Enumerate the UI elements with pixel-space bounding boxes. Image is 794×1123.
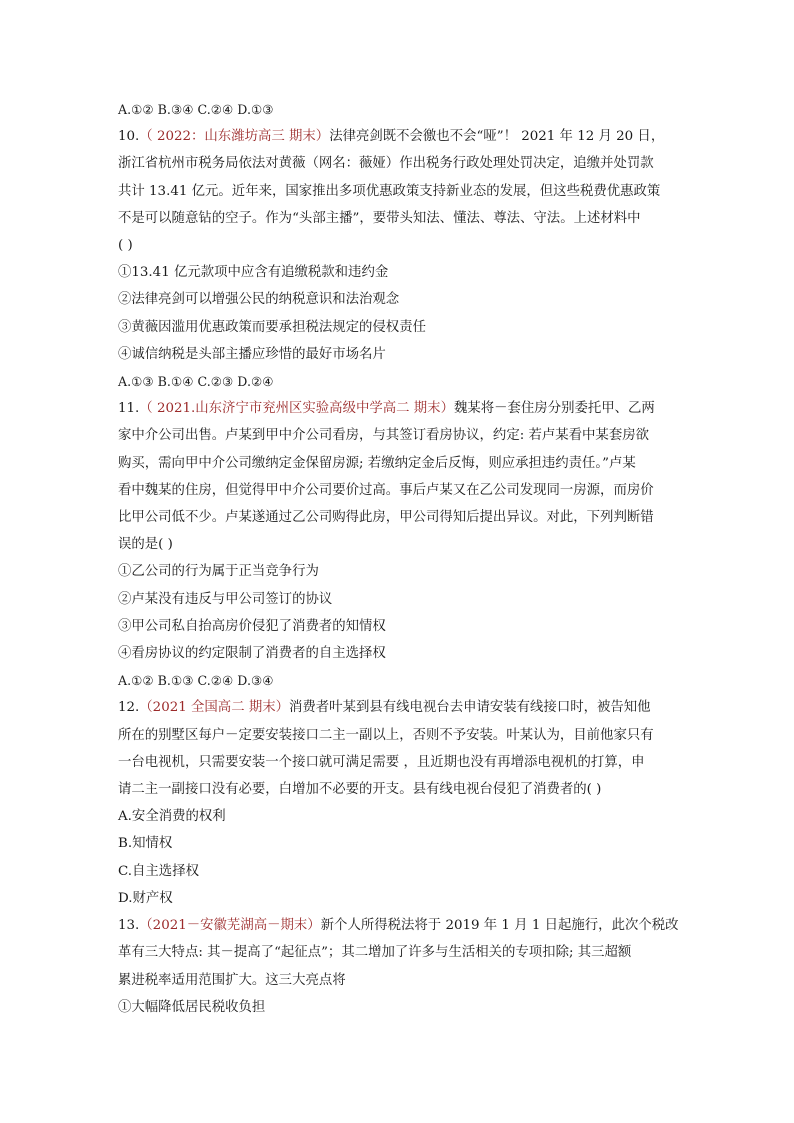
text-line: 革有三大特点: 其－提高了“起征点”；其二增加了许多与生活相关的专项扣除; 其三超额	[118, 945, 632, 961]
text-line: ②法律亮剑可以增强公民的纳税意识和法治观念	[118, 292, 400, 308]
question-text: 新个人所得税法将于 2019 年 1 月 1 日起施行，此次个税改	[320, 918, 679, 934]
answer-options-line: A.①② B.③④ C.②④ D.①③	[118, 102, 274, 117]
text-line: ( )	[118, 238, 133, 254]
question-number: 12.	[118, 700, 140, 716]
text-line: 误的是( )	[118, 537, 173, 553]
question-text: 魏某将－套住房分别委托甲、乙两	[453, 401, 655, 417]
text-line: A.安全消费的权利	[118, 809, 226, 825]
text-line: 比甲公司低不少。卢某遂通过乙公司购得此房，甲公司得知后提出异议。对此，下列判断错	[118, 510, 654, 526]
text-line: ④诚信纳税是头部主播应珍惜的最好市场名片	[118, 346, 386, 362]
question-line	[118, 912, 678, 939]
question-source: （ 2021.山东济宁市兖州区实验高级中学高二 期末）	[139, 401, 454, 417]
question-text: 消费者叶某到县有线电视台去申请安装有线接口时，被告知他	[289, 700, 651, 716]
question-number: 10.	[118, 129, 140, 145]
answer-options-line: A.①③ B.①④ C.②③ D.②④	[118, 374, 274, 390]
document-body	[118, 96, 678, 1021]
text-line: ③甲公司私自抬高房价侵犯了消费者的知情权	[118, 618, 386, 634]
text-line: 累进税率适用范围扩大。这三大亮点将	[118, 972, 346, 988]
text-line: D.财产权	[118, 890, 173, 906]
text-line: 看中魏某的住房，但觉得甲中介公司要价过高。事后卢某又在乙公司发现同一房源，而房价	[118, 482, 654, 498]
text-line: 家中介公司出售。卢某到甲中介公司看房，与其签订看房协议，约定: 若卢某看中某套房欲	[118, 428, 649, 444]
question-source: （2021 全国高二 期末）	[139, 700, 290, 716]
question-text: 法律亮剑既不会徼也不会“哑”！ 2021 年 12 月 20 日，	[329, 129, 665, 145]
question-number: 11.	[118, 401, 140, 417]
text-line: 不是可以随意钻的空子。作为“头部主播”，要带头知法、懂法、尊法、守法。上述材料中	[118, 210, 641, 226]
question-line	[118, 395, 678, 422]
question-line	[118, 123, 678, 150]
text-line: 请二主一副接口没有必要，白增加不必要的开支。县有线电视台侵犯了消费者的( )	[118, 782, 602, 798]
text-line: B.知情权	[118, 836, 173, 852]
text-line: ④看房协议的约定限制了消费者的自主选择权	[118, 646, 386, 662]
text-line: 一台电视机，只需要安装一个接口就可满足需要 ，且近期也没有再增添电视机的打算，申	[118, 754, 645, 770]
text-line: 浙江省杭州市税务局依法对黄薇（网名：薇娅）作出税务行政处理处罚决定，追缴并处罚款	[118, 156, 654, 172]
question-source: （ 2022：山东潍坊高三 期末）	[139, 129, 330, 145]
text-line: ②卢某没有违反与甲公司签订的协议	[118, 591, 333, 607]
text-line: C.自主选择权	[118, 863, 199, 879]
question-number: 13.	[118, 918, 140, 934]
text-line: 购买，需向甲中介公司缴纳定金保留房源; 若缴纳定金后反悔，则应承担违约责任。”卢某	[118, 455, 636, 471]
text-line: ③黄薇因滥用优惠政策而要承担税法规定的侵权责任	[118, 319, 426, 335]
question-source: （2021－安徽芜湖高－期末）	[139, 918, 321, 934]
text-line: 所在的别墅区每户－定要安装接口二主一副以上，否则不予安装。叶某认为，目前他家只有	[118, 727, 654, 743]
answer-options-line: A.①② B.①③ C.②④ D.③④	[118, 673, 274, 689]
text-line: ①大幅降低居民税收负担	[118, 999, 266, 1015]
text-line: ①乙公司的行为属于正当竞争行为	[118, 564, 319, 580]
text-line: ①13.41 亿元款项中应含有追缴税款和违约金	[118, 265, 389, 281]
question-line	[118, 694, 678, 721]
text-line: 共计 13.41 亿元。近年来，国家推出多项优惠政策支持新业态的发展，但这些税费优惠政策	[118, 183, 661, 199]
